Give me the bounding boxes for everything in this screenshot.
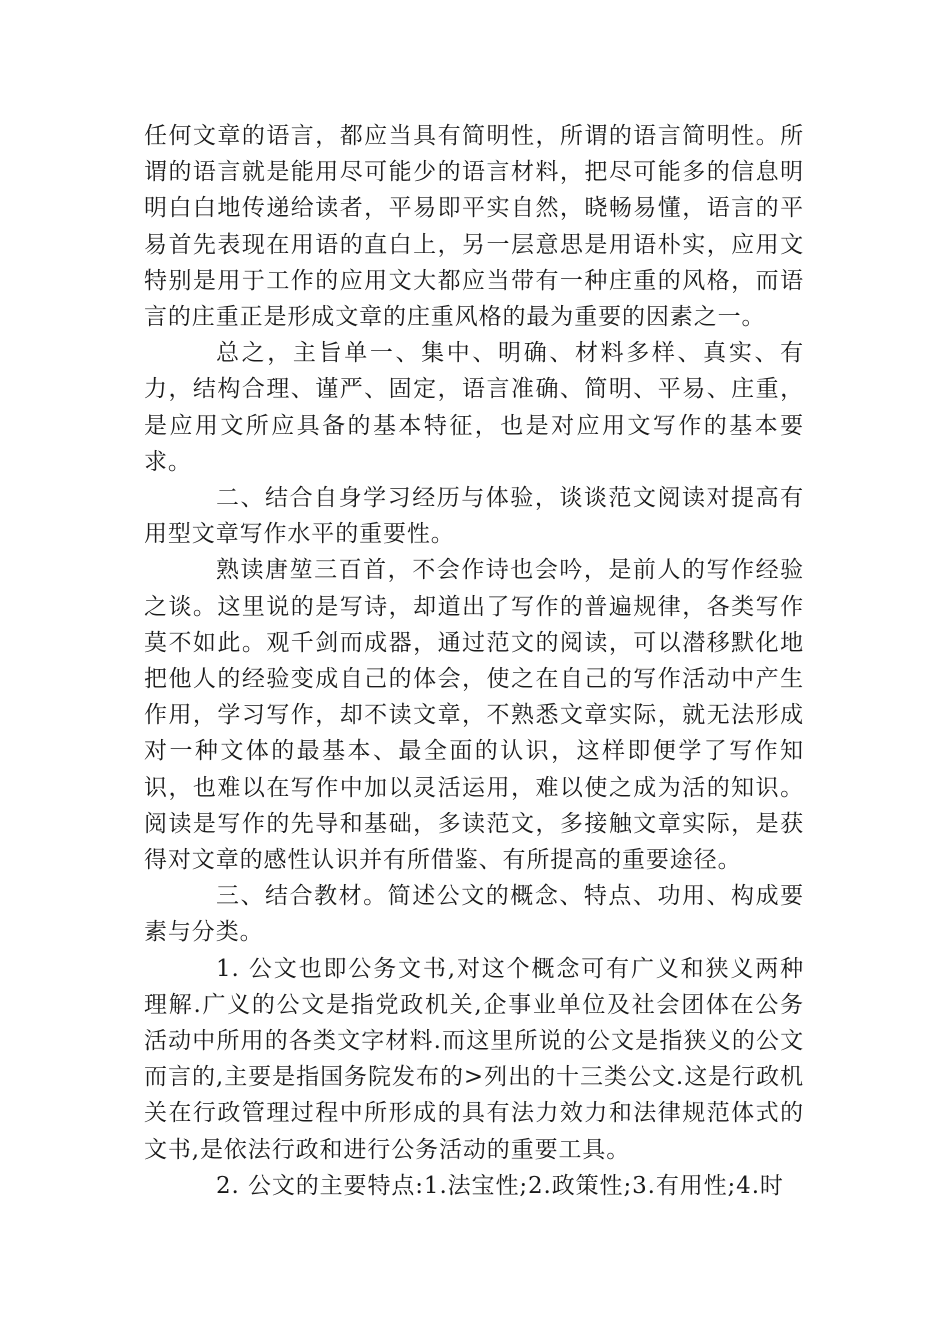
section-heading-two: 二、结合自身学习经历与体验，谈谈范文阅读对提高有用型文章写作水平的重要性。 [144, 485, 804, 548]
paragraph-reading-importance: 熟读唐堃三百首，不会作诗也会吟，是前人的写作经验之谈。这里说的是写诗，却道出了写作的普遍规律，各类写作莫不如此。观千剑而成器，通过范文的阅读，可以潜移默化地把他人的经验变成自己的体会，使之在自己的写作活动中产生作用，学习写作，却不读文章，不熟悉文章实际，就无法形成对一种文体的最基本、最全面的认识，这样即便学了写作知识，也难以在写作中加以灵活运用，难以使之成为活的知识。阅读是写作的先导和基础，多读范文，多接触文章实际，是获得对文章的感性认识并有所借鉴、有所提高的重要途径。 [144, 557, 804, 874]
paragraph-summary: 总之，主旨单一、集中、明确、材料多样、真实、有力，结构合理、谨严、固定，语言准确、简明、平易、庄重，是应用文所应具备的基本特征，也是对应用文写作的基本要求。 [144, 340, 804, 475]
body-text [144, 118, 804, 1204]
list-item-2: 2. 公文的主要特点:1.法宝性;2.政策性;3.有用性;4.时 [216, 1172, 784, 1199]
list-item-1: 1. 公文也即公务文书,对这个概念可有广义和狭义两种理解.广义的公文是指党政机关,企事业单位及社会团体在公务活动中所用的各类文字材料.而这里所说的公文是指狭义的公文而言的,主要是指国务院发布的>列出的十三类公文.这是行政机关在行政管理过程中所形成的具有法力效力和法律规范体式的文书,是依法行政和进行公务活动的重要工具。 [144, 955, 804, 1163]
section-heading-three: 三、结合教材。简述公文的概念、特点、功用、构成要素与分类。 [144, 883, 804, 946]
paragraph-language-simplicity: 任何文章的语言，都应当具有简明性，所谓的语言简明性。所谓的语言就是能用尽可能少的语言材料，把尽可能多的信息明明白白地传递给读者，平易即平实自然，晓畅易懂，语言的平易首先表现在用语的直白上，另一层意思是用语朴实，应用文特别是用于工作的应用文大都应当带有一种庄重的风格，而语言的庄重正是形成文章的庄重风格的最为重要的因素之一。 [144, 123, 804, 331]
